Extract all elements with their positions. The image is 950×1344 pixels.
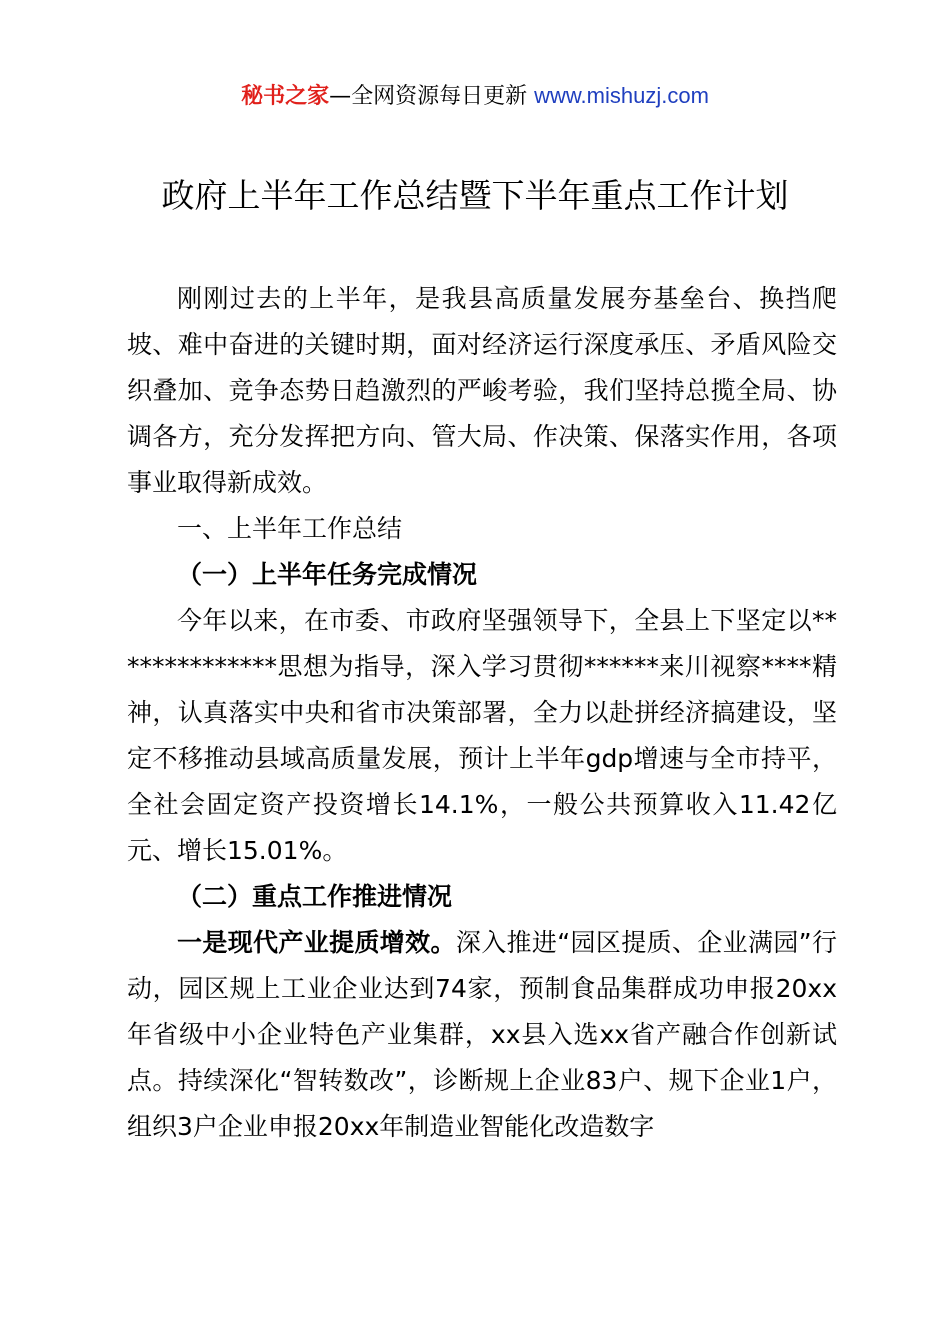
document-title: 政府上半年工作总结暨下半年重点工作计划 [161,176,789,215]
intro-paragraph: 刚刚过去的上半年，是我县高质量发展夯基垒台、换挡爬坡、难中奋进的关键时期，面对经济运行深度承压、矛盾风险交织叠加、竞争态势日趋激烈的严峻考验，我们坚持总揽全局、协调各方，充分发挥把方向、管大局、作决策、保落实作用，各项事业取得新成效。 [127,284,837,497]
document-body [127,276,837,1150]
header-slogan: —全网资源每日更新 [329,84,535,109]
subsection-heading-2: （二）重点工作推进情况 [177,882,453,911]
brand-name: 秘书之家 [241,84,330,109]
site-url-link[interactable]: www.mishuzj.com [534,83,709,108]
task-completion-paragraph: 今年以来，在市委、市政府坚强领导下，全县上下坚定以**************思想为指导，深入学习贯彻******来川视察****精神，认真落实中央和省市决策部署，全力以赴拼经济搞建设，坚定不移推动县域高质量发展，预计上半年gdp增速与全市持平，全社会固定资产投资增长14.1%，一般公共预算收入11.42亿元、增长15.01%。 [127,606,837,865]
site-header [0,80,950,113]
subsection-heading-1: （一）上半年任务完成情况 [177,560,478,589]
industry-body-text: 深入推进“园区提质、企业满园”行动，园区规上工业企业达到74家，预制食品集群成功申报20xx年省级中小企业特色产业集群，xx县入选xx省产融合作创新试点。持续深化“智转数改”，诊断规上企业83户、规下企业1户，组织3户企业申报20xx年制造业智能化改造数字 [127,928,837,1141]
section-heading-1: 一、上半年工作总结 [177,514,403,543]
industry-paragraph [127,920,837,1150]
industry-lead-text: 一是现代产业提质增效。 [177,928,456,957]
